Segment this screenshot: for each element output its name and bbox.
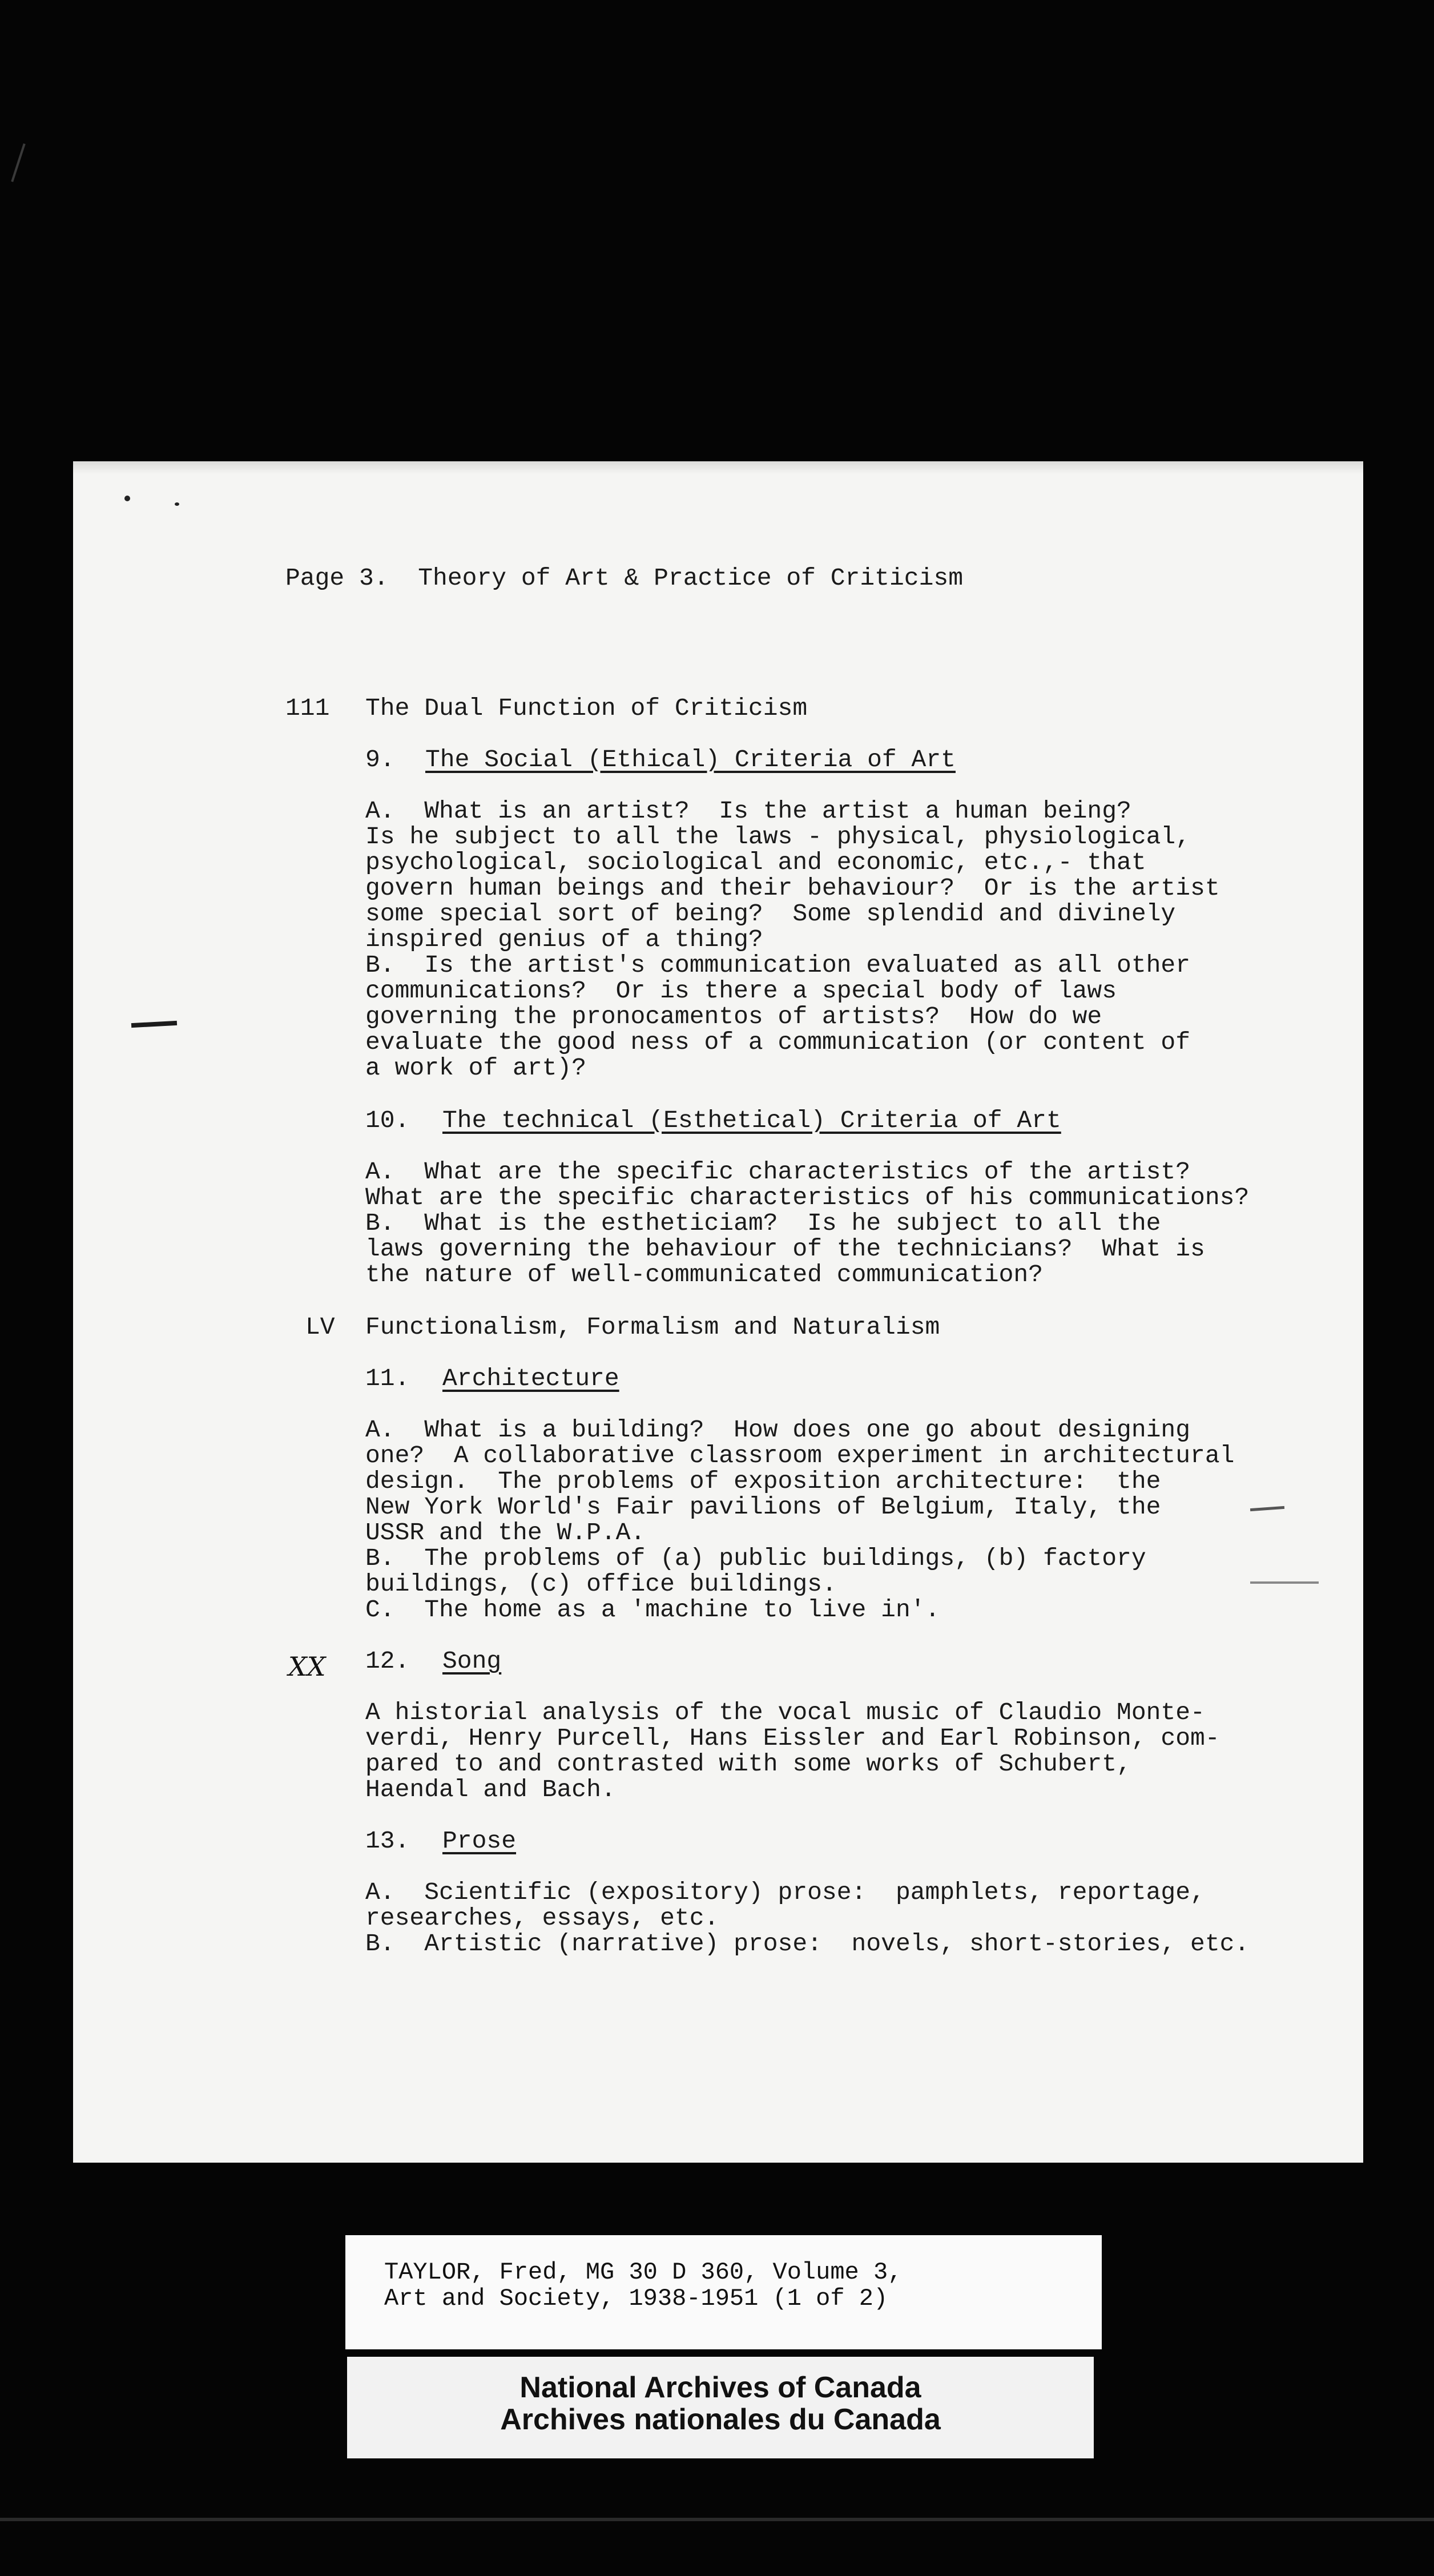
speck bbox=[124, 496, 130, 501]
body-line: evaluate the good ness of a communication (or content of bbox=[365, 1028, 1191, 1056]
section-title: The Dual Function of Criticism bbox=[365, 694, 808, 722]
label-line: TAYLOR, Fred, MG 30 D 360, Volume 3, bbox=[384, 2259, 903, 2286]
body-line: the nature of well-communicated communication? bbox=[365, 1261, 1043, 1289]
body-line: B. What is the estheticiam? Is he subject to all the bbox=[365, 1209, 1161, 1237]
body-line: design. The problems of exposition architecture: the bbox=[365, 1467, 1161, 1495]
body-line: buildings, (c) office buildings. bbox=[365, 1570, 837, 1598]
body-line: A. What is an artist? Is the artist a human being? bbox=[365, 797, 1131, 825]
body-line: one? A collaborative classroom experiment in architectural bbox=[365, 1442, 1235, 1470]
margin-dash-mark bbox=[1250, 1581, 1319, 1584]
item-title: Architecture bbox=[442, 1365, 619, 1392]
body-line: some special sort of being? Some splendid and divinely bbox=[365, 900, 1176, 928]
body-line: laws governing the behaviour of the technicians? What is bbox=[365, 1235, 1205, 1263]
body-line: New York World's Fair pavilions of Belgium, Italy, the bbox=[365, 1493, 1161, 1521]
item-number: 10. bbox=[365, 1106, 410, 1134]
section-numeral: 111 bbox=[285, 694, 330, 722]
label-line: Art and Society, 1938-1951 (1 of 2) bbox=[384, 2285, 888, 2312]
handwritten-margin-mark: XX bbox=[288, 1651, 326, 1682]
body-line: B. Is the artist's communication evaluated as all other bbox=[365, 951, 1191, 979]
page-header: Page 3. Theory of Art & Practice of Criticism bbox=[285, 564, 963, 592]
stamp-line-english: National Archives of Canada bbox=[519, 2371, 921, 2404]
speck bbox=[175, 502, 179, 506]
item-number: 9. bbox=[365, 746, 395, 774]
body-line: researches, essays, etc. bbox=[365, 1904, 719, 1932]
body-line: Is he subject to all the laws - physical, physiological, bbox=[365, 823, 1191, 851]
body-line: B. Artistic (narrative) prose: novels, short-stories, etc. bbox=[365, 1930, 1250, 1958]
body-line: A historial analysis of the vocal music of Claudio Monte- bbox=[365, 1698, 1205, 1726]
body-line: verdi, Henry Purcell, Hans Eissler and Earl Robinson, com- bbox=[365, 1724, 1220, 1752]
body-line: A. What are the specific characteristics of the artist? bbox=[365, 1158, 1191, 1186]
stamp-line-french: Archives nationales du Canada bbox=[500, 2403, 941, 2436]
body-line: govern human beings and their behaviour? Or is the artist bbox=[365, 874, 1220, 902]
body-line: B. The problems of (a) public buildings, (b) factory bbox=[365, 1544, 1146, 1572]
item-title: Prose bbox=[442, 1827, 517, 1855]
item-number: 12. bbox=[365, 1647, 410, 1675]
section-title: Functionalism, Formalism and Naturalism bbox=[365, 1313, 940, 1341]
item-title: Song bbox=[442, 1647, 502, 1675]
body-line: C. The home as a 'machine to live in'. bbox=[365, 1596, 940, 1624]
item-title: The technical (Esthetical) Criteria of Art bbox=[442, 1106, 1061, 1134]
body-line: A. What is a building? How does one go about designing bbox=[365, 1416, 1191, 1444]
section-numeral: LV bbox=[305, 1313, 335, 1341]
body-line: a work of art)? bbox=[365, 1054, 587, 1082]
item-title: The Social (Ethical) Criteria of Art bbox=[425, 746, 956, 774]
body-line: communications? Or is there a special body of laws bbox=[365, 977, 1117, 1005]
item-number: 13. bbox=[365, 1827, 410, 1855]
body-line: governing the pronocamentos of artists? How do we bbox=[365, 1003, 1102, 1031]
film-edge-strip bbox=[0, 2518, 1434, 2521]
body-line: USSR and the W.P.A. bbox=[365, 1519, 646, 1547]
body-line: A. Scientific (expository) prose: pamphlets, reportage, bbox=[365, 1878, 1205, 1906]
body-line: psychological, sociological and economic, etc.,- that bbox=[365, 848, 1146, 876]
body-line: Haendal and Bach. bbox=[365, 1776, 616, 1804]
item-number: 11. bbox=[365, 1365, 410, 1392]
archives-stamp bbox=[347, 2357, 1094, 2458]
archive-reference-label bbox=[345, 2235, 1102, 2349]
body-line: pared to and contrasted with some works of Schubert, bbox=[365, 1750, 1131, 1778]
page-top-edge bbox=[73, 461, 1363, 474]
body-line: What are the specific characteristics of his communications? bbox=[365, 1184, 1250, 1211]
body-line: inspired genius of a thing? bbox=[365, 925, 763, 953]
